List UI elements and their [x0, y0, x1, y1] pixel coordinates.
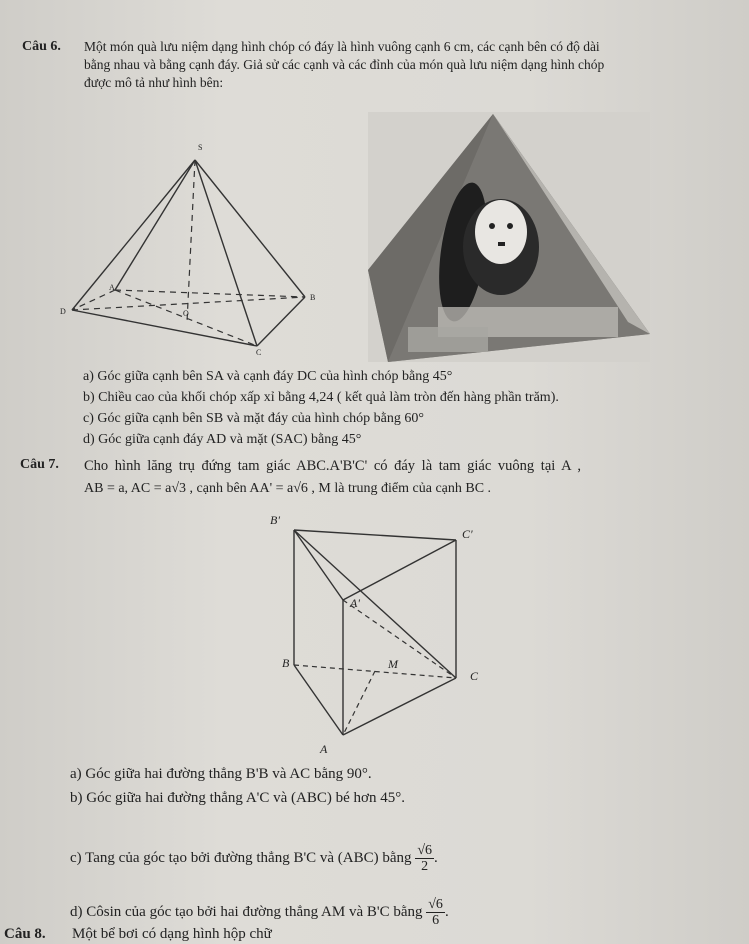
- q6-option-c: c) Góc giữa cạnh bên SB và mặt đáy của hình chóp bằng 60°: [83, 411, 424, 426]
- q7-option-c-fraction: [415, 843, 434, 874]
- q6-option-b: b) Chiều cao của khối chóp xấp xỉ bằng 4,24 ( kết quả làm tròn đến hàng phần trăm).: [83, 390, 559, 405]
- q7-option-d-fraction: [426, 897, 445, 928]
- souvenir-photo: [368, 112, 650, 362]
- pyramid-figure: [60, 140, 360, 355]
- q8-label: Câu 8.: [4, 926, 46, 942]
- pyramid-label-c: C: [256, 348, 262, 355]
- q6-option-a: a) Góc giữa cạnh bên SA và cạnh đáy DC của hình chóp bằng 45°: [83, 369, 453, 384]
- prism-label-c: C: [470, 669, 479, 683]
- q7-label: Câu 7.: [20, 457, 59, 472]
- q7-option-c: [70, 843, 438, 874]
- q7-option-d-denominator: 6: [432, 913, 440, 928]
- q7-option-c-text: c) Tang của góc tạo bởi đường thẳng B'C và (ABC) bằng: [70, 849, 412, 866]
- q7-option-d-text: d) Côsin của góc tạo bởi hai đường thẳng AM và B'C bằng: [70, 903, 423, 920]
- pyramid-label-a: A: [109, 283, 115, 292]
- pyramid-label-o: O: [183, 309, 189, 318]
- q8-line1: Một bể bơi có dạng hình hộp chữ: [72, 926, 272, 942]
- q7-option-c-denominator: 2: [421, 859, 429, 874]
- prism-label-a1: A': [350, 596, 360, 610]
- q7-option-c-numerator: √6: [417, 843, 432, 858]
- q6-line3: được mô tả như hình bên:: [84, 75, 224, 90]
- q6-option-d: d) Góc giữa cạnh đáy AD và mặt (SAC) bằng 45°: [83, 432, 362, 447]
- q6-label: Câu 6.: [22, 39, 61, 54]
- q6-line1: Một món quà lưu niệm dạng hình chóp có đáy là hình vuông cạnh 6 cm, các cạnh bên có độ dài: [84, 39, 600, 54]
- q7-option-b: b) Góc giữa hai đường thẳng A'C và (ABC) bé hơn 45°.: [70, 790, 405, 806]
- q7-line2: AB = a, AC = a√3 , cạnh bên AA' = a√6 , M là trung điểm của cạnh BC .: [84, 481, 492, 496]
- prism-label-m: M: [388, 657, 398, 671]
- q7-option-d-end: .: [444, 903, 449, 920]
- prism-label-a: A: [320, 742, 328, 756]
- q7-option-d-numerator: √6: [428, 897, 443, 912]
- pyramid-label-s: S: [198, 143, 203, 152]
- q7-line1: Cho hình lăng trụ đứng tam giác ABC.A'B'C' có đáy là tam giác vuông tại A ,: [84, 458, 582, 474]
- q7-option-a: a) Góc giữa hai đường thẳng B'B và AC bằng 90°.: [70, 766, 372, 782]
- pyramid-label-d: D: [60, 307, 66, 316]
- prism-label-b1: B': [270, 513, 280, 527]
- prism-figure: [270, 510, 490, 760]
- prism-label-c1: C': [462, 527, 473, 541]
- q7-option-c-end: .: [434, 849, 438, 866]
- q6-line2: bằng nhau và bằng cạnh đáy. Giả sử các cạnh và các đỉnh của món quà lưu niệm dạng hình chóp: [84, 57, 605, 72]
- q7-option-d: [70, 897, 449, 928]
- prism-label-b: B: [282, 656, 290, 670]
- pyramid-label-b: B: [310, 293, 316, 302]
